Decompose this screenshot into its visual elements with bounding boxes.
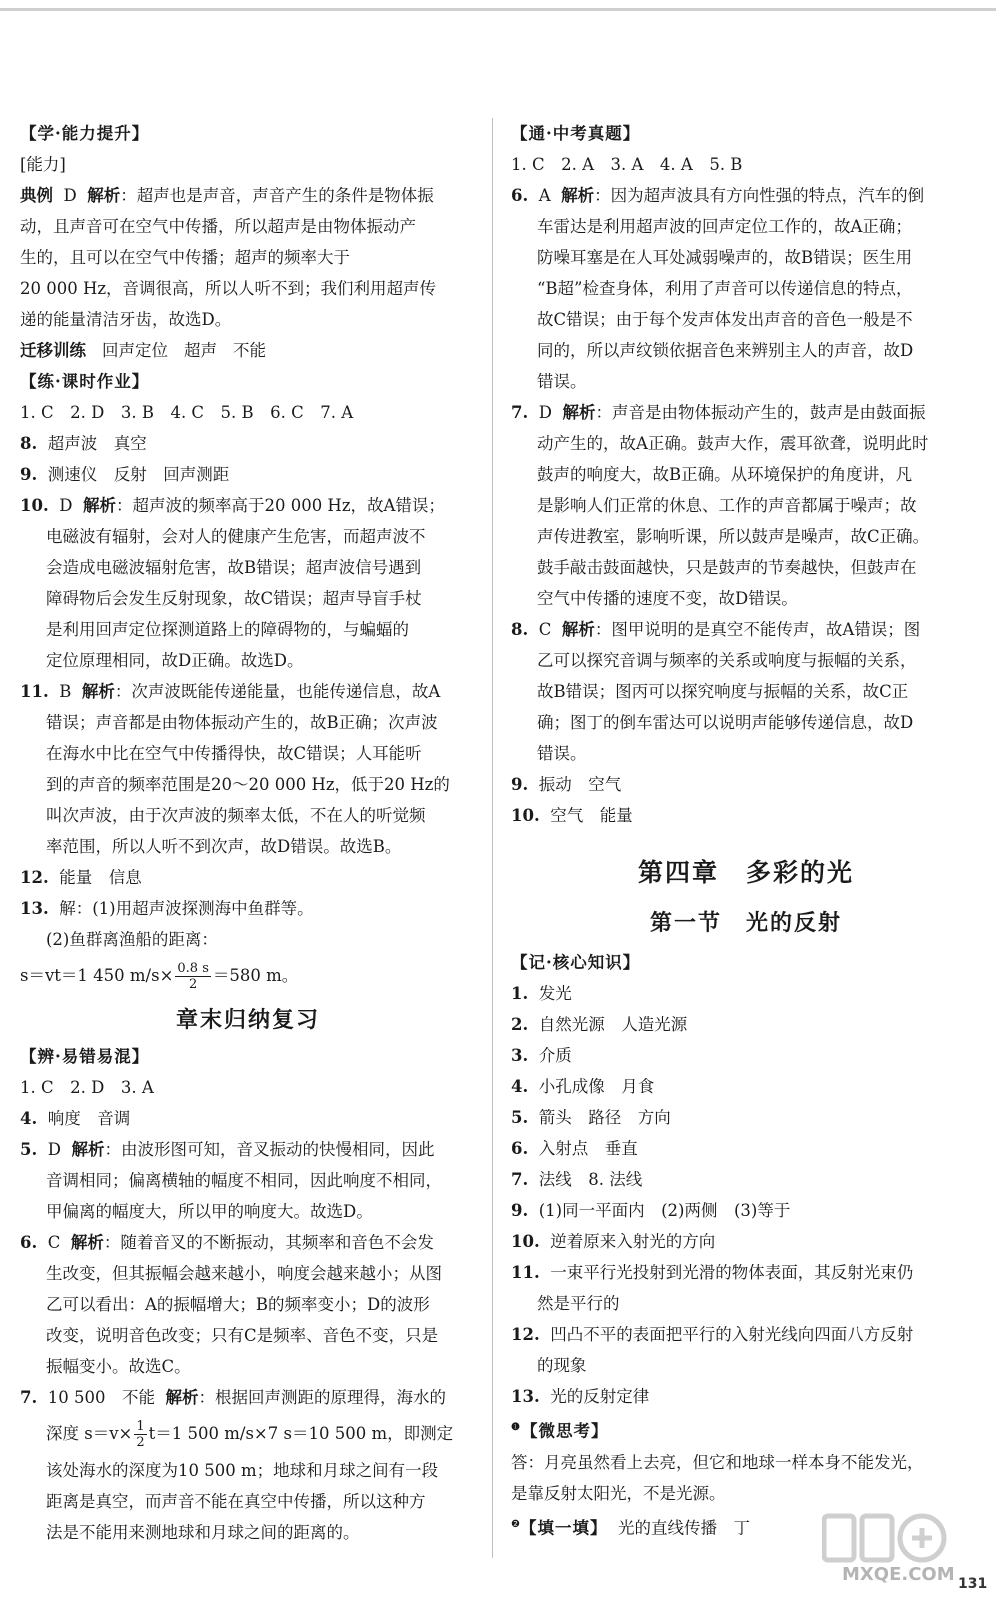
formula-part: ＝580 m。 [212, 966, 299, 985]
answer: 发光 [538, 984, 572, 1003]
transfer-training [20, 335, 476, 366]
answer: 响度 音调 [47, 1109, 131, 1128]
top-rule [0, 8, 996, 11]
answer-row [20, 862, 476, 893]
answer: 介质 [538, 1046, 572, 1065]
answer: 光的直线传播 丁 [617, 1518, 750, 1537]
answer: C [47, 1233, 61, 1252]
text-line: 错误。 [537, 372, 587, 391]
chapter-title: 第四章 多彩的光 [637, 858, 854, 887]
review-title: 章末归纳复习 [175, 1007, 320, 1033]
fraction-denominator: 2 [189, 977, 198, 992]
answer-row [20, 1103, 476, 1134]
answer: 空气 能量 [550, 806, 633, 825]
answer-row [20, 428, 476, 459]
answer-row [511, 1319, 981, 1350]
text-line: 故B错误；图丙可以探究响度与振幅的关系，故C正 [537, 682, 909, 701]
text-line: 乙可以看出：A的振幅增大；B的频率变小；D的波形 [46, 1295, 430, 1314]
item-number: 5. [511, 1108, 529, 1127]
answer: A [538, 186, 551, 205]
answer: 逆着原来入射光的方向 [550, 1232, 716, 1251]
text-line: ：根据回声测距的原理得，海水的 [198, 1388, 446, 1407]
text-line: 鼓声的响度大，故B正确。从环境保护的角度讲，凡 [537, 465, 913, 484]
answer-row [20, 1134, 476, 1165]
section-header: 【辨·易错易混】 [20, 1047, 150, 1066]
answer: 凹凸不平的表面把平行的入射光线向四面八方反射 [550, 1325, 914, 1344]
fraction-numerator: 0.8 s [177, 961, 209, 976]
watermark-logo-icon [822, 1510, 952, 1570]
text-line: 乙可以探究音调与频率的关系或响度与振幅的关系， [537, 651, 917, 670]
text-line: 率范围，所以人听不到次声，故D错误。故选B。 [46, 837, 402, 856]
answer-row [511, 1102, 981, 1133]
answer-row [511, 1071, 981, 1102]
answer-row [511, 769, 981, 800]
text-line: 鼓手敲击鼓面越快，只是鼓声的节奏越快，但鼓声在 [537, 558, 917, 577]
micro-think-header [511, 1412, 981, 1447]
item-number: 8. [511, 620, 529, 639]
answer: C [538, 620, 552, 639]
subsection-label: [能力] [20, 155, 66, 174]
answer: 超声波 真空 [47, 434, 147, 453]
answer: D [63, 186, 77, 205]
answer-row [511, 800, 981, 831]
fraction [134, 1419, 146, 1450]
example-label: 典例 [20, 186, 53, 205]
right-column [511, 118, 981, 1543]
section-header: 【练·课时作业】 [20, 372, 150, 391]
text-line: 错误。 [537, 744, 587, 763]
answer-row [511, 614, 981, 645]
answer-row [20, 1227, 476, 1258]
item-number: 7. [511, 1170, 529, 1189]
item-number: 2. [511, 1015, 529, 1034]
answer: 不能 [233, 341, 266, 360]
text-line: 生改变，但其振幅会越来越小，响度会越来越小；从图 [46, 1264, 442, 1283]
left-column [20, 118, 476, 1548]
text-line: 20 000 Hz，音调很高，所以人听不到；我们利用超声传 [20, 279, 437, 298]
answer: 回声定位 [102, 341, 168, 360]
text-line: 音调相同；偏离横轴的幅度不相同，因此响度不相同， [46, 1171, 442, 1190]
text-line: 递的能量清洁牙齿，故选D。 [20, 310, 232, 329]
formula-part: 深度 s＝v× [46, 1424, 133, 1443]
answer-row: 1. C 2. D 3. B 4. C 5. B 6. C 7. A [20, 403, 354, 422]
text-line: 同的，所以声纹锁依据音色来辨别主人的声音，故D [537, 341, 914, 360]
analysis-label: 解析 [561, 186, 595, 205]
item-number: 6. [20, 1233, 38, 1252]
item-number: 4. [20, 1109, 38, 1128]
item-number: 9. [511, 1201, 529, 1220]
text-line: ：由波形图可知，音叉振动的快慢相同，因此 [104, 1140, 435, 1159]
answer-row [511, 1226, 981, 1257]
answer-row [511, 1133, 981, 1164]
answer: 能量 信息 [59, 868, 142, 887]
circle-number-icon: ❷ [511, 1518, 520, 1530]
item-number: 12. [20, 868, 49, 887]
text-line: 生的，且可以在空气中传播；超声的频率大于 [20, 248, 350, 267]
text-line: ：因为超声波具有方向性强的特点，汽车的倒 [594, 186, 925, 205]
answer: 自然光源 人造光源 [538, 1015, 688, 1034]
answer: 入射点 垂直 [538, 1139, 638, 1158]
item-number: 10. [511, 806, 540, 825]
answer-row [511, 397, 981, 428]
text-line: ：超声也是声音，声音产生的条件是物体振 [120, 186, 434, 205]
section-header: 【填一填】 [519, 1518, 608, 1537]
item-number: 7. [511, 403, 529, 422]
text-line: ：次声波既能传递能量，也能传递信息，故A [114, 682, 441, 701]
answer: D [59, 496, 73, 515]
text-line: 是靠反射太阳光，不是光源。 [511, 1483, 726, 1503]
text-line: 声传进教室，影响听课，所以鼓声是噪声，故C正确。 [537, 527, 930, 546]
answer: 一束平行光投射到光滑的物体表面，其反射光束仍 [550, 1263, 914, 1282]
text-line: 到的声音的频率范围是20～20 000 Hz，低于20 Hz的 [46, 775, 450, 794]
item-number: 4. [511, 1077, 529, 1096]
text-line: 障碍物后会发生反射现象，故C错误；超声导盲手杖 [46, 589, 422, 608]
answer-row [511, 1164, 981, 1195]
text-line: 确；图丁的倒车雷达可以说明声能够传递信息，故D [537, 713, 914, 732]
text-line: 振幅变小。故选C。 [46, 1357, 191, 1376]
fraction-denominator: 2 [136, 1435, 145, 1450]
answer: 光的反射定律 [550, 1387, 650, 1406]
text-line: 动产生的，故A正确。鼓声大作，震耳欲聋，说明此时 [537, 434, 929, 453]
answer: D [538, 403, 552, 422]
transfer-label: 迁移训练 [20, 341, 86, 360]
answer-row [511, 1040, 981, 1071]
answer-row [20, 893, 476, 924]
item-number: 12. [511, 1325, 540, 1344]
text-line: 甲偏离的幅度大，所以甲的响度大。故选D。 [46, 1202, 373, 1221]
analysis-label: 解析 [70, 1233, 104, 1252]
lesson-title: 第一节 光的反射 [649, 910, 842, 936]
answer: 测速仪 反射 回声测距 [47, 465, 230, 484]
text-line: 空气中传播的速度不变，故D错误。 [537, 589, 798, 608]
text-line: ：图甲说明的是真空不能传声，故A错误；图 [594, 620, 921, 639]
answer: 箭头 路径 方向 [538, 1108, 671, 1127]
item-number: 13. [20, 899, 49, 918]
section-header: 【记·核心知识】 [511, 953, 641, 972]
answer-row [20, 676, 476, 707]
analysis-label: 解析 [87, 186, 121, 205]
text-line: 是影响人们正常的休息、工作的声音都属于噪声；故 [537, 496, 917, 515]
text-line: 改变，说明音色改变；只有C是频率、音色不变，只是 [46, 1326, 439, 1345]
item-number: 7. [20, 1388, 38, 1407]
analysis-label: 解析 [165, 1388, 199, 1407]
watermark-text: MXQE.COM [842, 1564, 955, 1585]
answer-row: 1. C 2. A 3. A 4. A 5. B [511, 155, 743, 174]
text-line: 法是不能用来测地球和月球之间的距离的。 [46, 1523, 360, 1542]
item-number: 9. [511, 775, 529, 794]
text-line: 防噪耳塞是在人耳处减弱噪声的，故B错误；医生用 [537, 248, 913, 267]
answer-row [511, 1381, 981, 1412]
fraction-numerator: 1 [136, 1419, 145, 1434]
answer: B [59, 682, 72, 701]
text-line: (2)鱼群离渔船的距离： [46, 930, 218, 949]
item-number: 13. [511, 1387, 540, 1406]
item-number: 11. [20, 682, 49, 701]
text-line: 该处海水的深度为10 500 m；地球和月球之间有一段 [46, 1461, 439, 1480]
answer: D [47, 1140, 61, 1159]
answer-row [20, 1382, 476, 1413]
analysis-label: 解析 [82, 496, 116, 515]
text-line: 动，且声音可在空气中传播，所以超声是由物体振动产 [20, 217, 416, 236]
item-number: 5. [20, 1140, 38, 1159]
answer: 超声 [184, 341, 217, 360]
answer: 振动 空气 [538, 775, 622, 794]
text-line: 定位原理相同，故D正确。故选D。 [46, 651, 304, 670]
item-number: 1. [511, 984, 529, 1003]
answer-row [20, 459, 476, 490]
text-line: 答：月亮虽然看上去亮，但它和地球一样本身不能发光， [511, 1452, 924, 1472]
text-line: ：随着音叉的不断振动，其频率和音色不会发 [103, 1233, 434, 1252]
answer-row [511, 1257, 981, 1288]
item-number: 6. [511, 186, 529, 205]
analysis-label: 解析 [562, 403, 596, 422]
answer-row [511, 1195, 981, 1226]
text-line: 解：(1)用超声波探测海中鱼群等。 [59, 899, 314, 918]
page-number: 131 [958, 1576, 988, 1592]
item-number: 10. [20, 496, 49, 515]
answer: (1)同一平面内 (2)两侧 (3)等于 [538, 1201, 791, 1220]
text-line: 然是平行的 [537, 1294, 620, 1313]
fraction [175, 961, 210, 992]
answer: 法线 8. 法线 [538, 1170, 643, 1189]
answer-row [20, 490, 476, 521]
answer: 小孔成像 月食 [538, 1077, 655, 1096]
text-line: 故C错误；由于每个发声体发出声音的音色一般是不 [537, 310, 913, 329]
text-line: 的现象 [537, 1356, 587, 1375]
text-line: ：声音是由物体振动产生的，鼓声是由鼓面振 [595, 403, 926, 422]
text-line: 距离是真空，而声音不能在真空中传播，所以这种方 [46, 1492, 426, 1511]
item-number: 9. [20, 465, 38, 484]
text-line: 电磁波有辐射，会对人的健康产生危害，而超声波不 [46, 527, 426, 546]
section-header: 【微思考】 [520, 1421, 609, 1441]
item-number: 11. [511, 1263, 540, 1282]
answer-row [511, 978, 981, 1009]
answer-row [511, 1009, 981, 1040]
formula-part: s＝vt＝1 450 m/s× [20, 966, 174, 985]
text-line: 是利用回声定位探测道路上的障碍物的，与蝙蝠的 [46, 620, 409, 639]
text-line: 在海水中比在空气中传播得快，故C错误；人耳能听 [46, 744, 422, 763]
text-line: 会造成电磁波辐射危害，故B错误；超声波信号遇到 [46, 558, 422, 577]
item-number: 8. [20, 434, 38, 453]
analysis-label: 解析 [561, 620, 595, 639]
answer: 10 500 不能 [47, 1388, 155, 1407]
formula-part: t＝1 500 m/s×7 s＝10 500 m，即测定 [148, 1424, 454, 1443]
section-header: 【通·中考真题】 [511, 124, 641, 143]
answer-row [511, 180, 981, 211]
text-line: “B超”检查身体，利用了声音可以传递信息的特点， [537, 279, 913, 298]
circle-number-icon: ❶ [511, 1422, 521, 1433]
text-line: 错误；声音都是由物体振动产生的，故B正确；次声波 [46, 713, 438, 732]
item-number: 3. [511, 1046, 529, 1065]
analysis-label: 解析 [71, 1140, 105, 1159]
analysis-label: 解析 [81, 682, 115, 701]
text-line: 车雷达是利用超声波的回声定位工作的，故A正确； [537, 217, 912, 236]
formula-line [20, 1413, 476, 1455]
answer-row: 1. C 2. D 3. A [20, 1078, 154, 1097]
item-number: 6. [511, 1139, 529, 1158]
example-answer [20, 180, 476, 211]
section-header: 【学·能力提升】 [20, 124, 150, 143]
text-line: 叫次声波，由于次声波的频率太低，不在人的听觉频 [46, 806, 426, 825]
column-divider [492, 118, 493, 1558]
formula-line [20, 955, 476, 997]
text-line: ：超声波的频率高于20 000 Hz，故A错误； [115, 496, 445, 515]
item-number: 10. [511, 1232, 540, 1251]
